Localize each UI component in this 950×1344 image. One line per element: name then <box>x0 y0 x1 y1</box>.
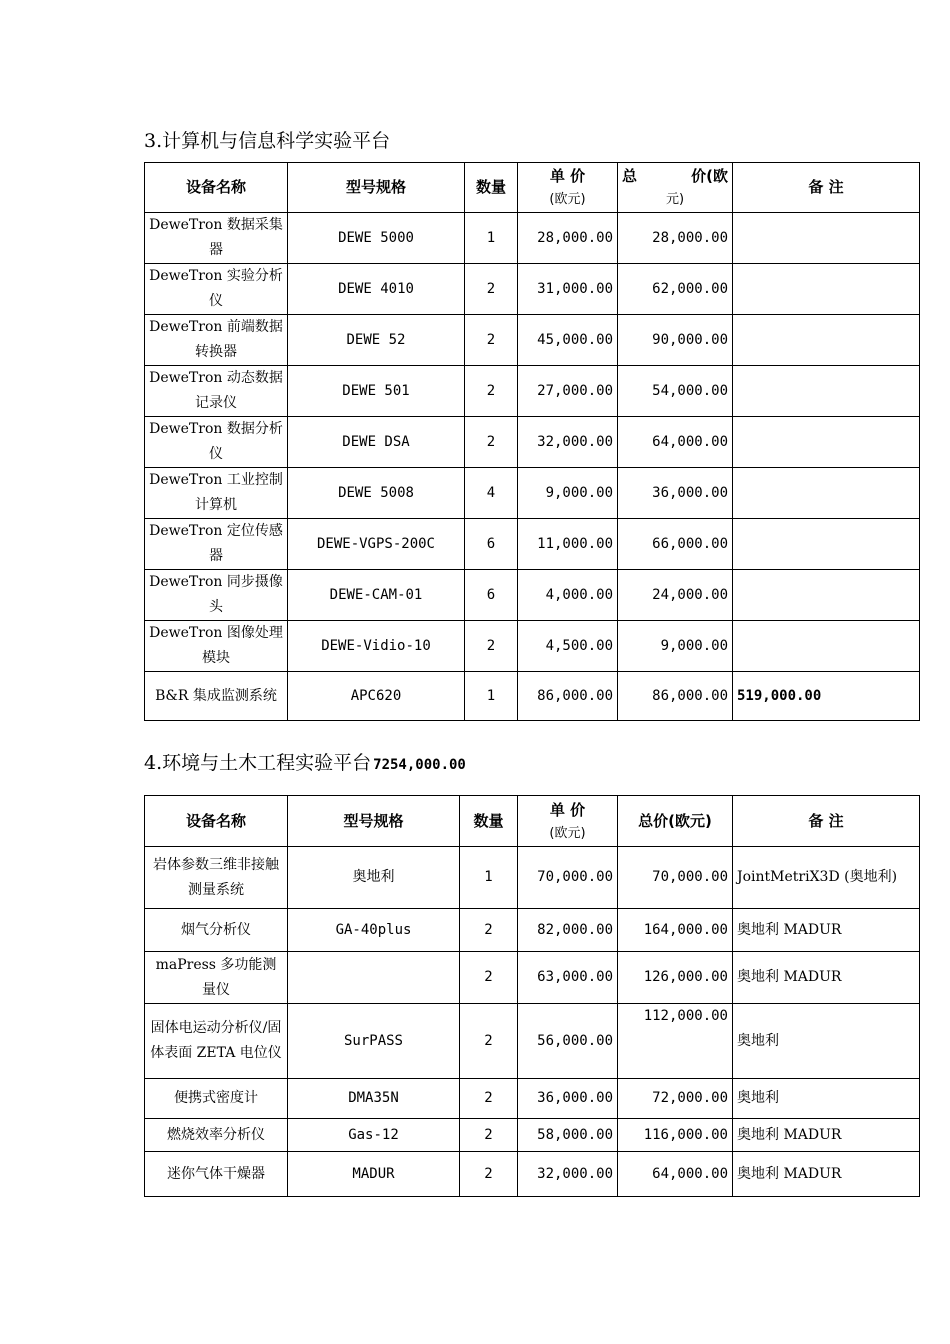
header-qty: 数量 <box>460 796 518 847</box>
cell-total-price: 126,000.00 <box>618 952 733 1004</box>
section3-title: 3.计算机与信息科学实验平台 <box>144 130 391 152</box>
cell-remark <box>733 264 920 315</box>
cell-qty: 2 <box>465 621 518 672</box>
cell-name: 燃烧效率分析仪 <box>145 1119 288 1152</box>
cell-model: DEWE 501 <box>288 366 465 417</box>
cell-name: DeweTron 前端数据转换器 <box>145 315 288 366</box>
cell-total-price: 64,000.00 <box>618 1152 733 1197</box>
cell-total-price: 54,000.00 <box>618 366 733 417</box>
cell-name: B&R 集成监测系统 <box>145 672 288 721</box>
cell-remark: 奥地利 <box>733 1004 920 1079</box>
cell-remark-subtotal: 519,000.00 <box>733 672 920 721</box>
cell-model: DEWE-CAM-01 <box>288 570 465 621</box>
cell-model: DEWE 5008 <box>288 468 465 519</box>
cell-qty: 1 <box>465 672 518 721</box>
cell-qty: 2 <box>460 909 518 952</box>
table-row <box>145 1079 920 1119</box>
cell-model: APC620 <box>288 672 465 721</box>
cell-model: DEWE 5000 <box>288 213 465 264</box>
cell-unit-price: 70,000.00 <box>518 847 618 909</box>
cell-name: DeweTron 数据采集器 <box>145 213 288 264</box>
cell-remark <box>733 315 920 366</box>
cell-model: GA-40plus <box>288 909 460 952</box>
cell-model: Gas-12 <box>288 1119 460 1152</box>
cell-remark: 奥地利 <box>733 1079 920 1119</box>
cell-model: DEWE 4010 <box>288 264 465 315</box>
cell-unit-price: 82,000.00 <box>518 909 618 952</box>
header-remark: 备 注 <box>733 796 920 847</box>
cell-unit-price: 4,500.00 <box>518 621 618 672</box>
table-row <box>145 847 920 909</box>
cell-qty: 2 <box>465 417 518 468</box>
cell-remark <box>733 417 920 468</box>
cell-unit-price: 31,000.00 <box>518 264 618 315</box>
cell-model: DEWE-VGPS-200C <box>288 519 465 570</box>
cell-unit-price: 11,000.00 <box>518 519 618 570</box>
cell-remark: JointMetriX3D (奥地利) <box>733 847 920 909</box>
section3-table <box>144 162 920 721</box>
cell-unit-price: 32,000.00 <box>518 417 618 468</box>
cell-qty: 2 <box>460 952 518 1004</box>
cell-remark <box>733 519 920 570</box>
cell-total-price: 72,000.00 <box>618 1079 733 1119</box>
cell-remark <box>733 468 920 519</box>
cell-model: DMA35N <box>288 1079 460 1119</box>
table-row <box>145 1004 920 1079</box>
cell-qty: 2 <box>460 1079 518 1119</box>
cell-total-price: 86,000.00 <box>618 672 733 721</box>
header-total-price: 总 价(欧 元) <box>618 163 733 213</box>
cell-name: 烟气分析仪 <box>145 909 288 952</box>
cell-qty: 2 <box>460 1004 518 1079</box>
table-row <box>145 952 920 1004</box>
cell-unit-price: 28,000.00 <box>518 213 618 264</box>
cell-remark <box>733 213 920 264</box>
header-model: 型号规格 <box>288 163 465 213</box>
table-row <box>145 264 920 315</box>
cell-unit-price: 86,000.00 <box>518 672 618 721</box>
cell-remark: 奥地利 MADUR <box>733 952 920 1004</box>
table-row <box>145 1152 920 1197</box>
header-unit-price: 单 价 (欧元) <box>518 796 618 847</box>
cell-unit-price: 45,000.00 <box>518 315 618 366</box>
header-qty: 数量 <box>465 163 518 213</box>
header-remark: 备 注 <box>733 163 920 213</box>
cell-total-price: 9,000.00 <box>618 621 733 672</box>
section4-title-total: 7254,000.00 <box>373 757 466 773</box>
cell-unit-price: 58,000.00 <box>518 1119 618 1152</box>
cell-name: 便携式密度计 <box>145 1079 288 1119</box>
cell-name: DeweTron 定位传感器 <box>145 519 288 570</box>
table-row <box>145 909 920 952</box>
cell-qty: 2 <box>460 1119 518 1152</box>
cell-qty: 6 <box>465 570 518 621</box>
cell-model: 奥地利 <box>288 847 460 909</box>
cell-name: DeweTron 同步摄像头 <box>145 570 288 621</box>
cell-model: DEWE DSA <box>288 417 465 468</box>
table-row <box>145 213 920 264</box>
cell-name: 固体电运动分析仪/固体表面 ZETA 电位仪 <box>145 1004 288 1079</box>
cell-remark: 奥地利 MADUR <box>733 1119 920 1152</box>
cell-qty: 2 <box>465 315 518 366</box>
table-row <box>145 621 920 672</box>
section3-header-row <box>145 163 920 213</box>
section4-header-row <box>145 796 920 847</box>
cell-qty: 2 <box>465 264 518 315</box>
cell-total-price: 24,000.00 <box>618 570 733 621</box>
cell-name: maPress 多功能测量仪 <box>145 952 288 1004</box>
cell-name: DeweTron 动态数据记录仪 <box>145 366 288 417</box>
table-row <box>145 1119 920 1152</box>
cell-total-price: 70,000.00 <box>618 847 733 909</box>
cell-remark <box>733 570 920 621</box>
cell-total-price: 66,000.00 <box>618 519 733 570</box>
table-row <box>145 315 920 366</box>
cell-remark <box>733 621 920 672</box>
header-model: 型号规格 <box>288 796 460 847</box>
cell-model: MADUR <box>288 1152 460 1197</box>
cell-unit-price: 9,000.00 <box>518 468 618 519</box>
cell-qty: 4 <box>465 468 518 519</box>
cell-total-price: 116,000.00 <box>618 1119 733 1152</box>
cell-qty: 2 <box>460 1152 518 1197</box>
table-row <box>145 417 920 468</box>
header-name: 设备名称 <box>145 796 288 847</box>
table-row <box>145 519 920 570</box>
table-row <box>145 570 920 621</box>
cell-total-price: 36,000.00 <box>618 468 733 519</box>
cell-model <box>288 952 460 1004</box>
cell-name: DeweTron 工业控制计算机 <box>145 468 288 519</box>
header-unit-price: 单 价 (欧元) <box>518 163 618 213</box>
cell-model: SurPASS <box>288 1004 460 1079</box>
cell-qty: 1 <box>460 847 518 909</box>
cell-model: DEWE-Vidio-10 <box>288 621 465 672</box>
table-row <box>145 468 920 519</box>
cell-qty: 2 <box>465 366 518 417</box>
cell-total-price: 164,000.00 <box>618 909 733 952</box>
cell-remark: 奥地利 MADUR <box>733 1152 920 1197</box>
cell-total-price: 90,000.00 <box>618 315 733 366</box>
cell-unit-price: 32,000.00 <box>518 1152 618 1197</box>
header-name: 设备名称 <box>145 163 288 213</box>
cell-remark <box>733 366 920 417</box>
cell-name: DeweTron 数据分析仪 <box>145 417 288 468</box>
cell-name: 迷你气体干燥器 <box>145 1152 288 1197</box>
cell-name: 岩体参数三维非接触测量系统 <box>145 847 288 909</box>
table-row <box>145 672 920 721</box>
cell-qty: 6 <box>465 519 518 570</box>
cell-total-price: 62,000.00 <box>618 264 733 315</box>
table-row <box>145 366 920 417</box>
cell-qty: 1 <box>465 213 518 264</box>
cell-total-price: 64,000.00 <box>618 417 733 468</box>
cell-unit-price: 56,000.00 <box>518 1004 618 1079</box>
cell-name: DeweTron 实验分析仪 <box>145 264 288 315</box>
header-total-price: 总价(欧元) <box>618 796 733 847</box>
cell-model: DEWE 52 <box>288 315 465 366</box>
section4-title: 4.环境与土木工程实验平台 7254,000.00 <box>144 752 466 774</box>
cell-total-price: 112,000.00 <box>618 1004 733 1079</box>
cell-unit-price: 27,000.00 <box>518 366 618 417</box>
cell-unit-price: 36,000.00 <box>518 1079 618 1119</box>
cell-unit-price: 4,000.00 <box>518 570 618 621</box>
cell-remark: 奥地利 MADUR <box>733 909 920 952</box>
cell-name: DeweTron 图像处理模块 <box>145 621 288 672</box>
cell-total-price: 28,000.00 <box>618 213 733 264</box>
cell-unit-price: 63,000.00 <box>518 952 618 1004</box>
section4-table <box>144 795 920 1197</box>
